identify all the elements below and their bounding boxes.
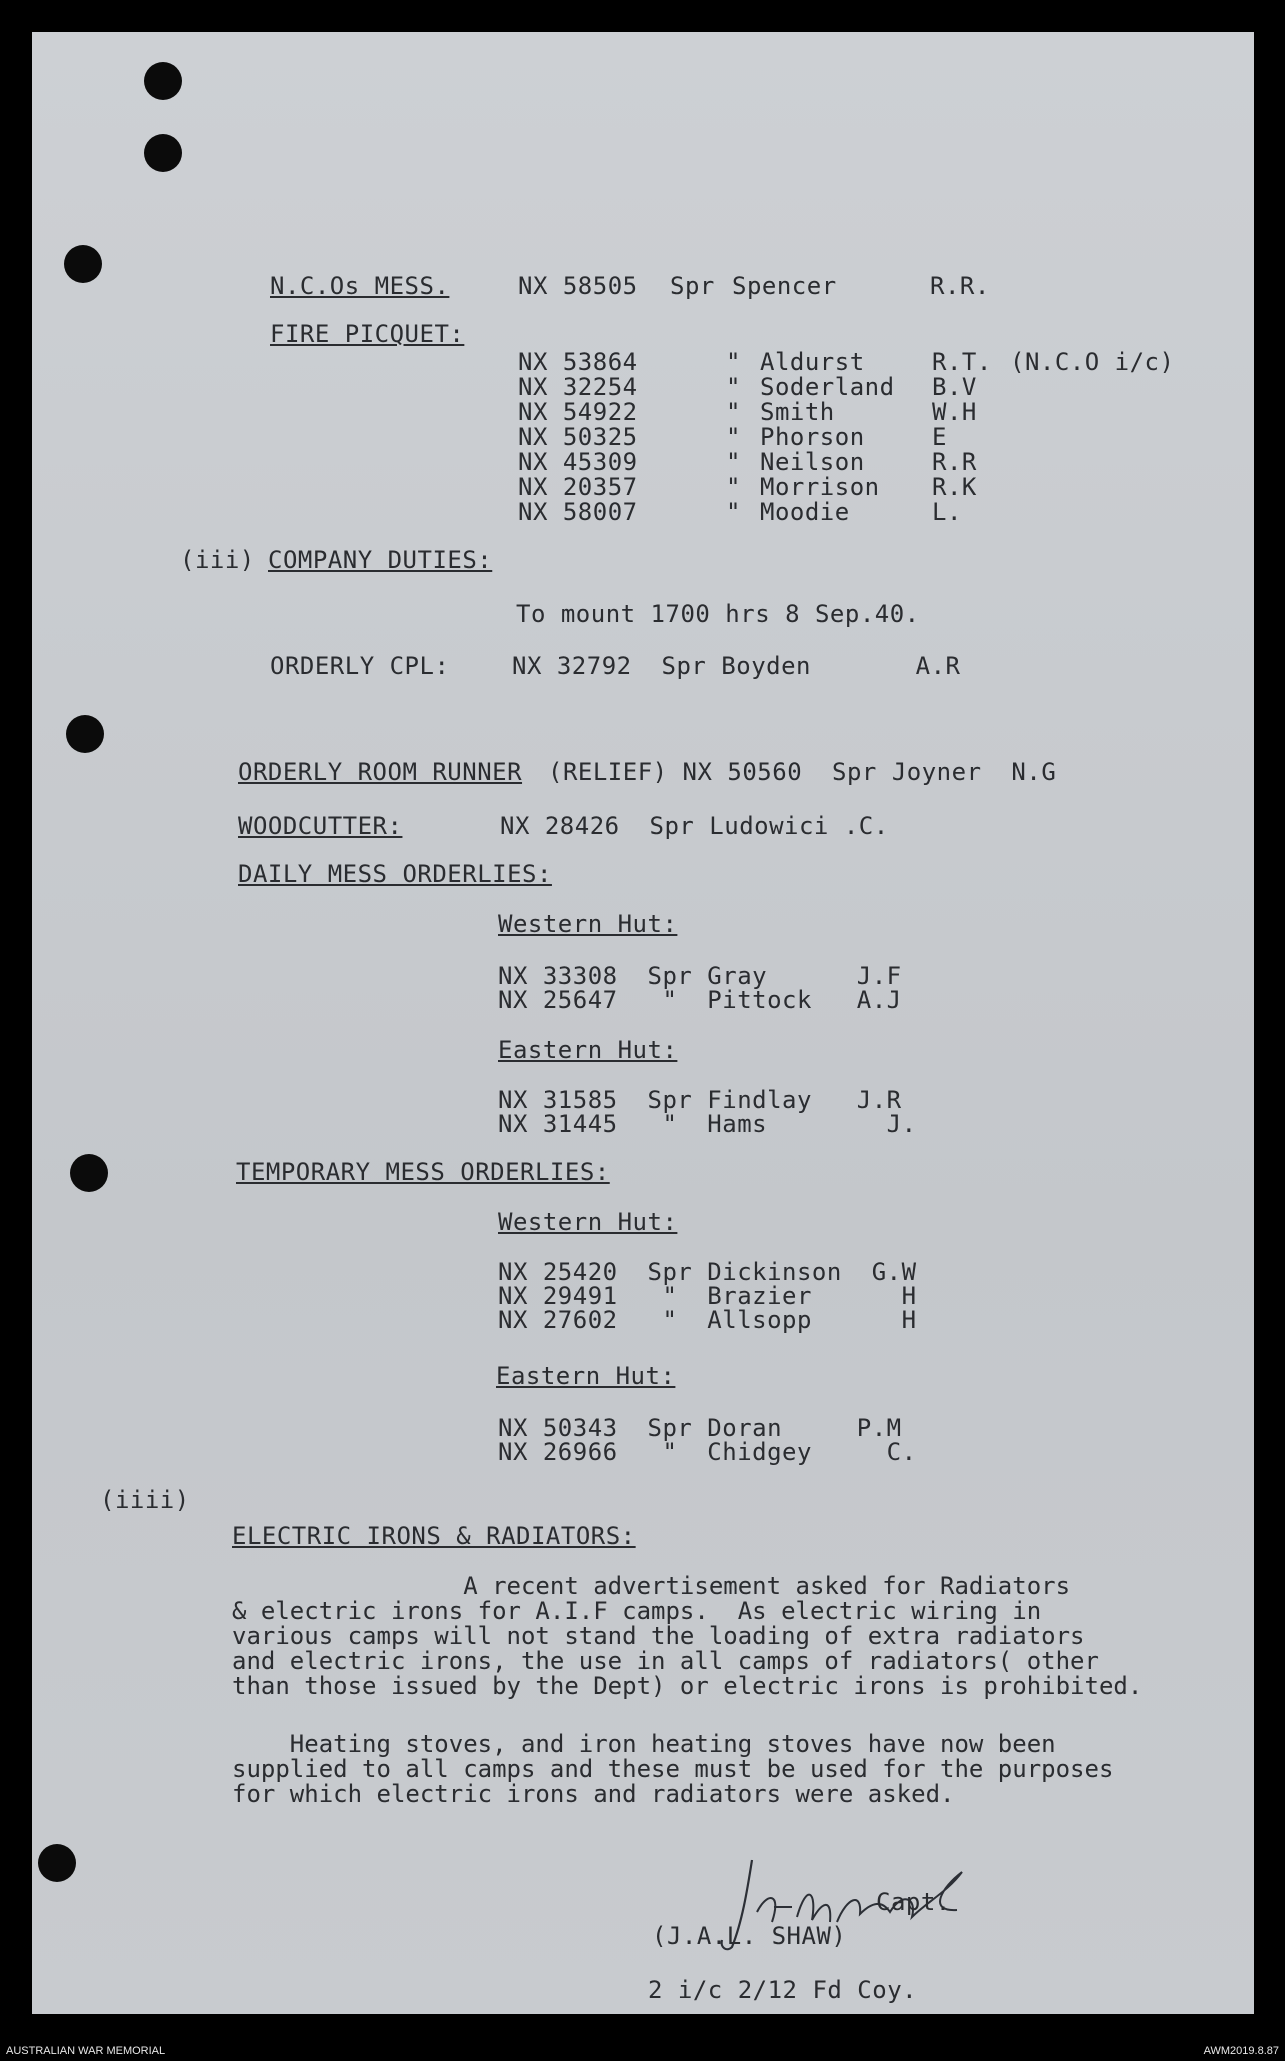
- fire-picquet-rank: ": [726, 423, 741, 451]
- daily-mess-label: DAILY MESS ORDERLIES:: [238, 860, 552, 888]
- document-page: [32, 32, 1254, 2014]
- daily-eastern-row: NX 31445 " Hams J.: [498, 1110, 917, 1138]
- ncos-mess-name: Spencer: [732, 272, 837, 300]
- fire-picquet-initials: L.: [932, 498, 962, 526]
- fire-picquet-initials: E: [932, 423, 947, 451]
- fire-picquet-initials: R.T.: [932, 348, 992, 376]
- fire-picquet-initials: R.K: [932, 473, 977, 501]
- signature-rank: Capt.: [876, 1888, 951, 1916]
- woodcutter-label: WOODCUTTER:: [238, 812, 403, 840]
- orderly-cpl-entry: NX 32792 Spr Boyden A.R: [512, 652, 961, 680]
- fire-picquet-name: Morrison: [760, 473, 880, 501]
- electric-paragraph-2: Heating stoves, and iron heating stoves have now been supplied to all camps and these must be used for the purposes for which electric irons and radiators were asked.: [232, 1730, 1114, 1808]
- fire-picquet-rank: ": [726, 498, 741, 526]
- daily-eastern-row: NX 31585 Spr Findlay J.R: [498, 1086, 902, 1114]
- electric-paragraph-1: A recent advertisement asked for Radiators & electric irons for A.I.F camps. As electric wiring in various camps will not stand the loading of extra radiators and electric irons, the use in all camps of radiators( other than those issued by the Dept) or electric irons is prohibited.: [232, 1572, 1143, 1700]
- fire-picquet-rank: ": [726, 398, 741, 426]
- punch-hole: [144, 62, 182, 100]
- daily-western-label: Western Hut:: [498, 910, 678, 938]
- ncos-mess-rank: Spr: [670, 272, 715, 300]
- fire-picquet-initials: R.R: [932, 448, 977, 476]
- temp-western-label: Western Hut:: [498, 1208, 678, 1236]
- fire-picquet-rank: ": [726, 448, 741, 476]
- fire-picquet-name: Phorson: [760, 423, 865, 451]
- woodcutter-entry: NX 28426 Spr Ludowici .C.: [500, 812, 889, 840]
- temp-eastern-row: NX 50343 Spr Doran P.M: [498, 1414, 902, 1442]
- signature-name: (J.A.L. SHAW): [652, 1922, 847, 1950]
- fire-picquet-note: (N.C.O i/c): [1010, 348, 1175, 376]
- mount-time: To mount 1700 hrs 8 Sep.40.: [516, 600, 920, 628]
- runner-entry: (RELIEF) NX 50560 Spr Joyner N.G: [548, 758, 1057, 786]
- footer-right: AWM2019.8.87: [1203, 2045, 1279, 2057]
- temp-eastern-row: NX 26966 " Chidgey C.: [498, 1438, 917, 1466]
- ncos-mess-initials: R.R.: [930, 272, 990, 300]
- temp-eastern-label: Eastern Hut:: [496, 1362, 676, 1390]
- fire-picquet-number: NX 20357: [518, 473, 638, 501]
- punch-hole: [70, 1154, 108, 1192]
- punch-hole: [66, 715, 104, 753]
- daily-western-row: NX 25647 " Pittock A.J: [498, 986, 902, 1014]
- fire-picquet-name: Smith: [760, 398, 835, 426]
- company-duties-number: (iii): [180, 546, 255, 574]
- fire-picquet-initials: B.V: [932, 373, 977, 401]
- daily-western-row: NX 33308 Spr Gray J.F: [498, 962, 902, 990]
- temp-western-row: NX 25420 Spr Dickinson G.W: [498, 1258, 917, 1286]
- fire-picquet-name: Moodie: [760, 498, 850, 526]
- fire-picquet-name: Neilson: [760, 448, 865, 476]
- company-duties-label: COMPANY DUTIES:: [268, 546, 493, 574]
- orderly-cpl-label: ORDERLY CPL:: [270, 652, 450, 680]
- daily-eastern-label: Eastern Hut:: [498, 1036, 678, 1064]
- runner-label: ORDERLY ROOM RUNNER: [238, 758, 523, 786]
- fire-picquet-rank: ": [726, 473, 741, 501]
- fire-picquet-number: NX 45309: [518, 448, 638, 476]
- fire-picquet-number: NX 50325: [518, 423, 638, 451]
- fire-picquet-name: Aldurst: [760, 348, 865, 376]
- fire-picquet-rank: ": [726, 373, 741, 401]
- ncos-mess-label: N.C.Os MESS.: [270, 272, 450, 300]
- punch-hole: [144, 134, 182, 172]
- fire-picquet-number: NX 58007: [518, 498, 638, 526]
- fire-picquet-label: FIRE PICQUET:: [270, 320, 465, 348]
- fire-picquet-number: NX 53864: [518, 348, 638, 376]
- signature-unit: 2 i/c 2/12 Fd Coy.: [648, 1976, 918, 2004]
- ncos-mess-number: NX 58505: [518, 272, 638, 300]
- fire-picquet-number: NX 54922: [518, 398, 638, 426]
- temp-western-row: NX 29491 " Brazier H: [498, 1282, 917, 1310]
- temp-mess-label: TEMPORARY MESS ORDERLIES:: [236, 1158, 610, 1186]
- electric-section-label: ELECTRIC IRONS & RADIATORS:: [232, 1522, 636, 1550]
- fire-picquet-initials: W.H: [932, 398, 977, 426]
- fire-picquet-rank: ": [726, 348, 741, 376]
- footer-left: AUSTRALIAN WAR MEMORIAL: [6, 2045, 166, 2057]
- punch-hole: [64, 245, 102, 283]
- electric-section-number: (iiii): [100, 1486, 190, 1514]
- temp-western-row: NX 27602 " Allsopp H: [498, 1306, 917, 1334]
- punch-hole: [38, 1844, 76, 1882]
- fire-picquet-number: NX 32254: [518, 373, 638, 401]
- fire-picquet-name: Soderland: [760, 373, 895, 401]
